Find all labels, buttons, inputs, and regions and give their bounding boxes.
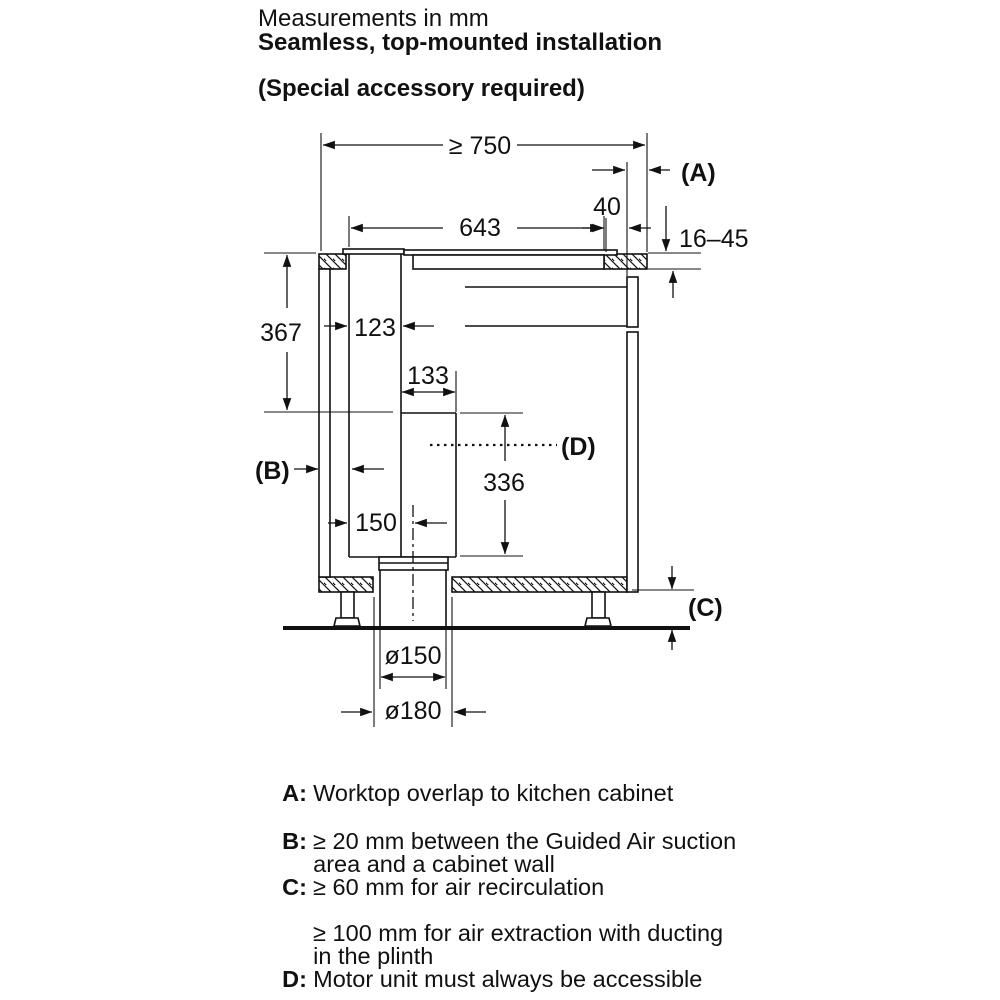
dim-worktop-thickness: 16–45 — [679, 225, 749, 253]
legend-key-b: B: — [282, 828, 307, 854]
hob-body — [413, 255, 604, 269]
legend-text: in the plinth — [313, 943, 434, 969]
dim-height-336: 336 — [483, 469, 525, 497]
worktop-right-section — [604, 254, 647, 269]
legend-key-a: A: — [282, 780, 307, 806]
legend-text: area and a cabinet wall — [313, 851, 555, 877]
dim-width-133: 133 — [407, 362, 449, 390]
dim-duct-outer: ø180 — [384, 697, 442, 725]
dim-width-123: 123 — [354, 314, 396, 342]
dim-duct-inner: ø150 — [384, 642, 442, 670]
cabinet-bottom-right — [452, 577, 627, 592]
cabinet-left-wall — [319, 269, 330, 577]
dim-top-width: ≥ 750 — [448, 132, 512, 160]
legend-key-c: C: — [282, 874, 307, 900]
label-c: (C) — [688, 594, 723, 622]
legend-text: Motor unit must always be accessible — [313, 966, 703, 992]
right-foot-stem — [592, 592, 605, 618]
dim-overlap-40: 40 — [593, 193, 621, 221]
worktop-left-section — [319, 254, 346, 269]
dim-offset-150: 150 — [355, 509, 397, 537]
left-foot-stem — [341, 592, 354, 618]
cabinet-right-wall-upper — [627, 277, 638, 327]
measurements-note: Measurements in mm — [258, 5, 489, 32]
dim-glass-width: 643 — [459, 214, 501, 242]
downdraft-glass-strip — [343, 249, 404, 254]
hob-air-channel — [465, 287, 627, 326]
legend-text: ≥ 20 mm between the Guided Air suction — [313, 828, 737, 854]
left-foot-base — [334, 618, 360, 626]
legend-key-d: D: — [282, 966, 307, 992]
legend-text: ≥ 60 mm for air recirculation — [313, 874, 605, 900]
right-foot-base — [585, 618, 611, 626]
cabinet-structure — [319, 249, 647, 627]
legend-text: ≥ 100 mm for air extraction with ducting — [313, 920, 724, 946]
label-b: (B) — [255, 457, 290, 485]
page-title: Seamless, top-mounted installation — [258, 29, 663, 56]
legend-text: Worktop overlap to kitchen cabinet — [313, 780, 674, 806]
label-d: (D) — [561, 433, 596, 461]
accessory-note: (Special accessory required) — [258, 75, 585, 102]
cabinet-right-wall-lower — [627, 332, 638, 592]
cabinet-bottom-left — [319, 577, 373, 592]
label-a: (A) — [681, 159, 716, 187]
legend-item-d — [256, 939, 702, 1000]
dim-height-367: 367 — [260, 319, 302, 347]
